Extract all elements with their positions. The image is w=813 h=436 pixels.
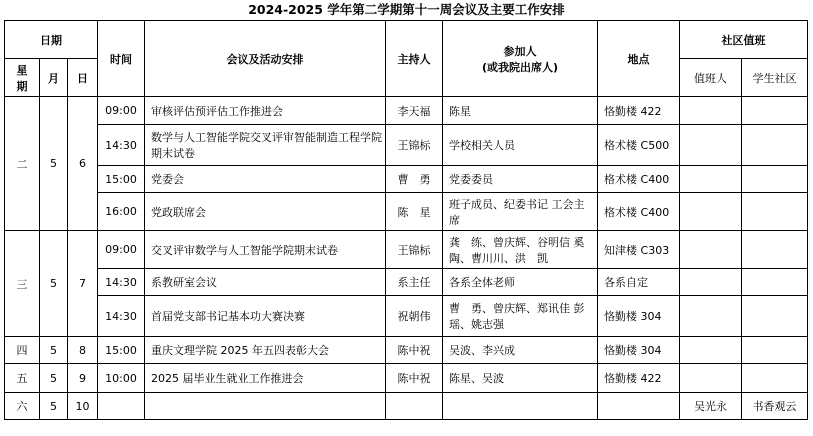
weekday-cell: 四	[5, 337, 40, 364]
duty-person-cell	[680, 364, 742, 393]
month-cell: 5	[40, 231, 68, 337]
meeting-cell: 数学与人工智能学院交叉评审智能制造工程学院期末试卷	[145, 125, 386, 166]
time-cell: 15:00	[98, 166, 145, 193]
duty-person-cell	[680, 166, 742, 193]
host-cell: 李天福	[386, 97, 443, 125]
duty-person-cell	[680, 269, 742, 296]
attendees-cell: 各系全体老师	[443, 269, 598, 296]
meeting-cell: 首届党支部书记基本功大赛决赛	[145, 296, 386, 337]
meeting-cell: 党委会	[145, 166, 386, 193]
month-cell: 5	[40, 364, 68, 393]
meeting-cell: 审核评估预评估工作推进会	[145, 97, 386, 125]
table-row	[5, 231, 808, 269]
student-community-cell: 书香观云	[742, 393, 808, 420]
header-duty: 社区值班	[680, 21, 808, 59]
header-student-community: 学生社区	[742, 59, 808, 97]
table-row	[5, 296, 808, 337]
table-row	[5, 97, 808, 125]
attendees-cell	[443, 393, 598, 420]
month-cell: 5	[40, 337, 68, 364]
header-weekday-label: 星期	[16, 63, 28, 93]
meeting-cell: 党政联席会	[145, 193, 386, 231]
duty-person-cell: 吴光永	[680, 393, 742, 420]
day-cell: 6	[68, 97, 98, 231]
duty-person-cell	[680, 231, 742, 269]
table-row	[5, 393, 808, 420]
duty-person-cell	[680, 296, 742, 337]
meeting-cell: 交叉评审数学与人工智能学院期末试卷	[145, 231, 386, 269]
host-cell: 陈 星	[386, 193, 443, 231]
duty-person-cell	[680, 337, 742, 364]
table-row	[5, 125, 808, 166]
table-row	[5, 337, 808, 364]
weekday-cell: 六	[5, 393, 40, 420]
location-cell: 恪勤楼 422	[598, 364, 680, 393]
time-cell: 14:30	[98, 125, 145, 166]
attendees-cell: 党委委员	[443, 166, 598, 193]
attendees-cell: 陈星	[443, 97, 598, 125]
location-cell: 格术楼 C400	[598, 193, 680, 231]
attendees-cell: 曹 勇、曾庆辉、郑讯佳 彭 瑶、姚志强	[443, 296, 598, 337]
host-cell: 陈中祝	[386, 337, 443, 364]
header-duty-person: 值班人	[680, 59, 742, 97]
student-community-cell	[742, 231, 808, 269]
time-cell: 09:00	[98, 97, 145, 125]
time-cell: 09:00	[98, 231, 145, 269]
student-community-cell	[742, 193, 808, 231]
header-location: 地点	[598, 21, 680, 97]
host-cell	[386, 393, 443, 420]
header-attendees-label: 参加人	[503, 44, 537, 58]
host-cell: 系主任	[386, 269, 443, 296]
student-community-cell	[742, 337, 808, 364]
host-cell: 陈中祝	[386, 364, 443, 393]
table-row	[5, 364, 808, 393]
student-community-cell	[742, 364, 808, 393]
time-cell: 16:00	[98, 193, 145, 231]
student-community-cell	[742, 296, 808, 337]
host-cell: 王锦标	[386, 231, 443, 269]
header-attendees-sub: (或我院出席人)	[482, 60, 559, 74]
location-cell: 恪勤楼 422	[598, 97, 680, 125]
meeting-cell: 系教研室会议	[145, 269, 386, 296]
attendees-cell: 学校相关人员	[443, 125, 598, 166]
attendees-cell: 龚 练、曾庆辉、谷明信 奚 陶、曹川川、洪 凯	[443, 231, 598, 269]
location-cell: 恪勤楼 304	[598, 337, 680, 364]
table-row	[5, 166, 808, 193]
student-community-cell	[742, 269, 808, 296]
page-title: 2024-2025 学年第二学期第十一周会议及主要工作安排	[248, 2, 565, 17]
day-cell: 8	[68, 337, 98, 364]
day-cell: 7	[68, 231, 98, 337]
header-weekday	[5, 59, 40, 97]
time-cell	[98, 393, 145, 420]
meeting-cell: 2025 届毕业生就业工作推进会	[145, 364, 386, 393]
location-cell: 格术楼 C400	[598, 166, 680, 193]
weekday-cell: 二	[5, 97, 40, 231]
student-community-cell	[742, 125, 808, 166]
attendees-cell: 班子成员、纪委书记 工会主席	[443, 193, 598, 231]
location-cell: 恪勤楼 304	[598, 296, 680, 337]
time-cell: 15:00	[98, 337, 145, 364]
attendees-cell: 吴波、李兴成	[443, 337, 598, 364]
header-month: 月	[40, 59, 68, 97]
day-cell: 10	[68, 393, 98, 420]
header-meeting: 会议及活动安排	[145, 21, 386, 97]
header-attendees	[443, 21, 598, 97]
header-date: 日期	[5, 21, 98, 59]
schedule-table	[4, 20, 808, 420]
location-cell: 格术楼 C500	[598, 125, 680, 166]
meeting-cell	[145, 393, 386, 420]
attendees-cell: 陈星、吴波	[443, 364, 598, 393]
weekday-cell: 三	[5, 231, 40, 337]
header-host: 主持人	[386, 21, 443, 97]
student-community-cell	[742, 166, 808, 193]
month-cell: 5	[40, 97, 68, 231]
time-cell: 14:30	[98, 269, 145, 296]
location-cell: 各系自定	[598, 269, 680, 296]
student-community-cell	[742, 97, 808, 125]
host-cell: 曹 勇	[386, 166, 443, 193]
location-cell: 知津楼 C303	[598, 231, 680, 269]
table-row	[5, 269, 808, 296]
duty-person-cell	[680, 97, 742, 125]
header-time: 时间	[98, 21, 145, 97]
month-cell: 5	[40, 393, 68, 420]
duty-person-cell	[680, 193, 742, 231]
time-cell: 10:00	[98, 364, 145, 393]
header-day: 日	[68, 59, 98, 97]
meeting-cell: 重庆文理学院 2025 年五四表彰大会	[145, 337, 386, 364]
location-cell	[598, 393, 680, 420]
weekday-cell: 五	[5, 364, 40, 393]
time-cell: 14:30	[98, 296, 145, 337]
day-cell: 9	[68, 364, 98, 393]
host-cell: 王锦标	[386, 125, 443, 166]
host-cell: 祝朝伟	[386, 296, 443, 337]
duty-person-cell	[680, 125, 742, 166]
table-row	[5, 193, 808, 231]
